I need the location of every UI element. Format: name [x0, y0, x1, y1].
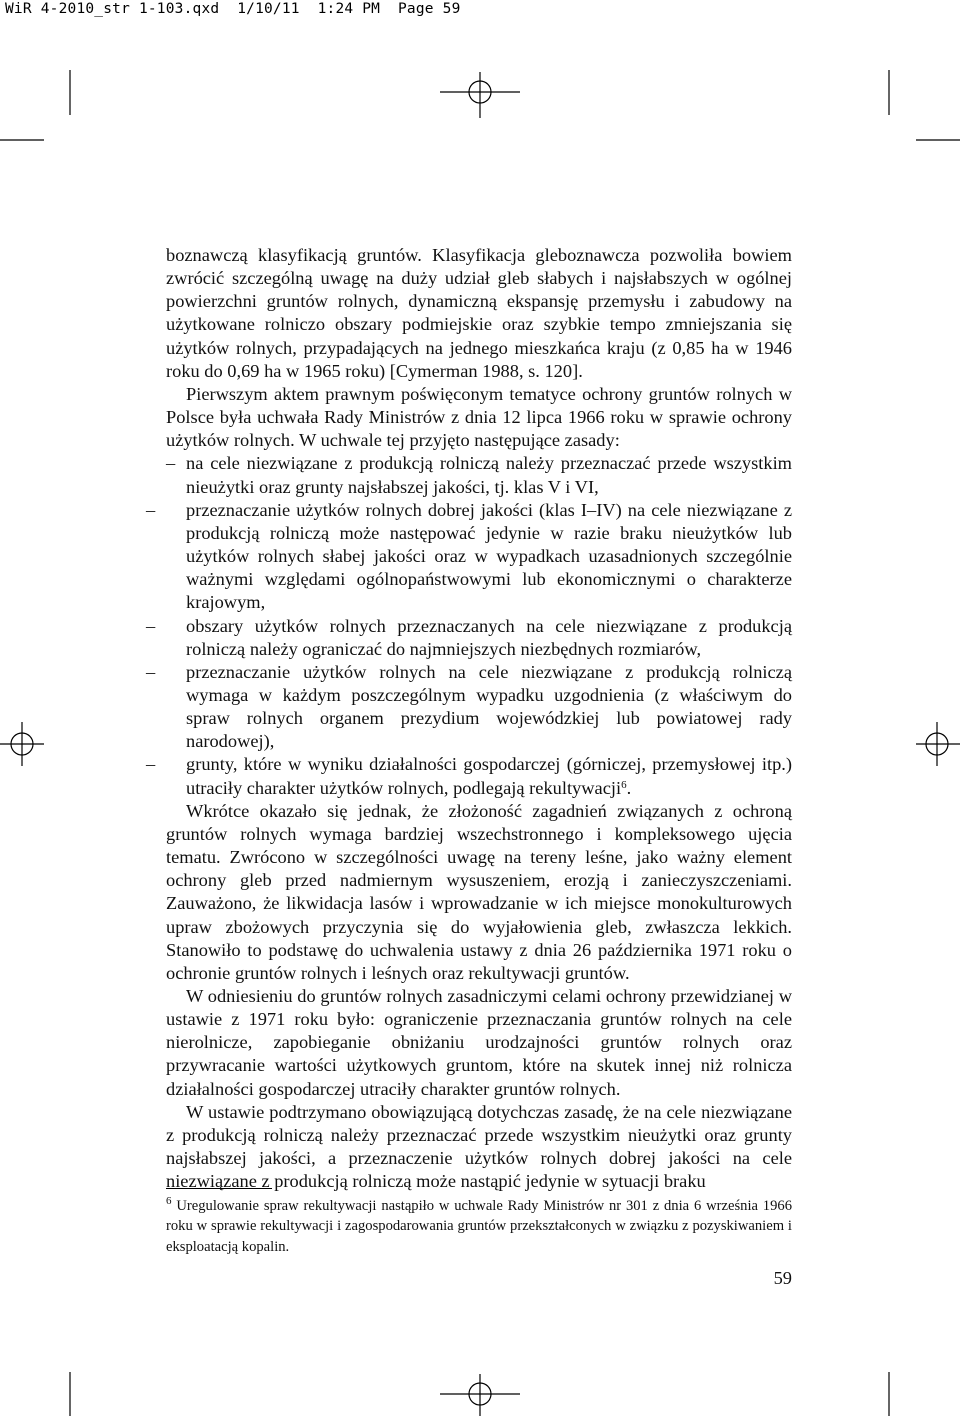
list-dash: – — [146, 754, 156, 775]
list-dash: – — [146, 661, 156, 682]
registration-mark-bottom — [440, 1374, 520, 1416]
list-dash: – — [146, 615, 156, 636]
list-item — [146, 499, 792, 615]
slug-page-label: Page 59 — [397, 1, 461, 17]
paragraph-first-act: Pierwszym aktem prawnym poświęconym tematyce ochrony gruntów rolnych w Polsce była uchwała Rady Ministrów z dnia 12 lipca 1966 roku w sprawie ochrony użytków rolnych. W uchwale tej przyjęto następujące zasady: — [166, 383, 792, 451]
page-number: 59 — [773, 1268, 792, 1288]
paragraph-soon: Wkrótce okazało się jednak, że złożoność zagadnień związanych z ochroną gruntów rolnych wymaga bardziej wszechstronnego i kompleksowego ujęcia tematu. Zwrócono w szczególności uwagę na tereny leśne, jako ważny element ochrony gleb przed nadmiernym wysuszeniem, erozją i zanieczyszczeniami. Zauważono, że likwidacja lasów i wprowadzanie w ich miejsce monokulturowych upraw zbożowych przyczynia się do wyjałowienia gleb, zwłaszcza lekkich. Stanowiło to podstawę do uchwalenia ustawy z dnia 26 października 1971 roku o ochronie gruntów rolnych i leśnych oraz rekultywacji gruntów. — [166, 800, 792, 983]
list-item — [146, 615, 792, 661]
body-text — [146, 244, 792, 1193]
paragraph-principle: W ustawie podtrzymano obowiązującą dotychczas zasadę, że na cele niezwiązane z produkcją rolniczą należy przeznaczać przede wszystkim nieużytki oraz grunty najsłabszej jakości, a przeznaczenie użytków rolnych dobrej jakości na cele niezwiązane z produkcją rolniczą może nastąpić jedynie w sytuacji braku — [166, 1101, 792, 1192]
footnote — [166, 1196, 792, 1257]
paragraph-continued: boznawczą klasyfikacją gruntów. Klasyfikacja gleboznawcza pozwoliła bowiem zwrócić szczególną uwagę na duży udział gleb słabych i najsłabszych w ogólnej powierzchni gruntów rolnych, dynamiczną ekspansję przemysłu i zabudowy na użytkowane rolniczo obszary podmiejskie oraz szybkie tempo zmniejszania się użytków rolnych, przypadających na jednego mieszkańca kraju (z 0,85 ha w 1946 roku do 0,69 ha w 1965 roku) [Cymerman 1988, s. 120]. — [166, 245, 792, 381]
list-item-text: grunty, które w wyniku działalności gospodarczej (górniczej, przemysłowej itp.) utraciły charakter użytków rolnych, podlegają rekultywacji — [186, 754, 792, 798]
list-item-text: na cele niezwiązane z produkcją rolniczą należy przeznaczać przede wszystkim nieużytki oraz grunty najsłabszej jakości, tj. klas V i VI, — [186, 453, 792, 497]
list-item — [166, 452, 792, 498]
principles-list — [146, 452, 792, 799]
footnote-reference: 6 — [621, 778, 627, 791]
footnote-marker: 6 — [166, 1195, 172, 1207]
list-end-period: . — [626, 777, 632, 798]
footnote-text: Uregulowanie spraw rekultywacji nastąpiło w uchwale Rady Ministrów nr 301 z dnia 6 września 1966 roku w sprawie rekultywacji i zagospodarowania gruntów przekształconych w związku z pozyskiwaniem i eksploatacją kopalin. — [166, 1198, 792, 1255]
list-item-text: przeznaczanie użytków rolnych na cele niezwiązane z produkcją rolniczą wymaga w każdym poszczególnym wypadku uzgodnienia (z właściwym do spraw rolnych organem prezydium wojewódzkiej lub powiatowej rady narodowej), — [186, 661, 792, 752]
slug-file: WiR 4-2010_str 1-103.qxd — [5, 1, 220, 17]
slug-time: 1:24 PM — [317, 1, 381, 17]
registration-mark-left — [0, 722, 44, 766]
list-item — [146, 753, 792, 799]
paragraph-goals: W odniesieniu do gruntów rolnych zasadniczymi celami ochrony przewidzianej w ustawie z 1971 roku było: ograniczenie przeznaczania gruntów rolnych na cele nierolnicze, zapobieganie obniżaniu urodzajności gruntów rolnych oraz przywracanie wartości użytkowych gruntom, które na skutek innej niż rolnicza działalności gospodarczej utraciły charakter gruntów rolnych. — [166, 986, 792, 1099]
footnote-rule — [166, 1188, 272, 1189]
list-dash: – — [146, 499, 156, 520]
list-dash: – — [166, 453, 176, 474]
list-item — [146, 661, 792, 754]
list-item-text: przeznaczanie użytków rolnych dobrej jakości (klas I–IV) na cele niezwiązane z produkcją rolniczą może następować jedynie w razie braku nieużytków lub użytków rolnych słabej jakości oraz w wypadkach uzasadnionych szczególnie ważnymi względami ogólnopaństwowymi lub ekonomicznymi o charakterze krajowym, — [186, 499, 792, 613]
registration-mark-top — [440, 72, 520, 118]
slug-date: 1/10/11 — [237, 1, 300, 17]
registration-mark-right — [916, 722, 960, 766]
list-item-text: obszary użytków rolnych przeznaczanych na cele niezwiązane z produkcją rolniczą należy ograniczać do najmniejszych niezbędnych rozmiarów, — [186, 615, 792, 659]
